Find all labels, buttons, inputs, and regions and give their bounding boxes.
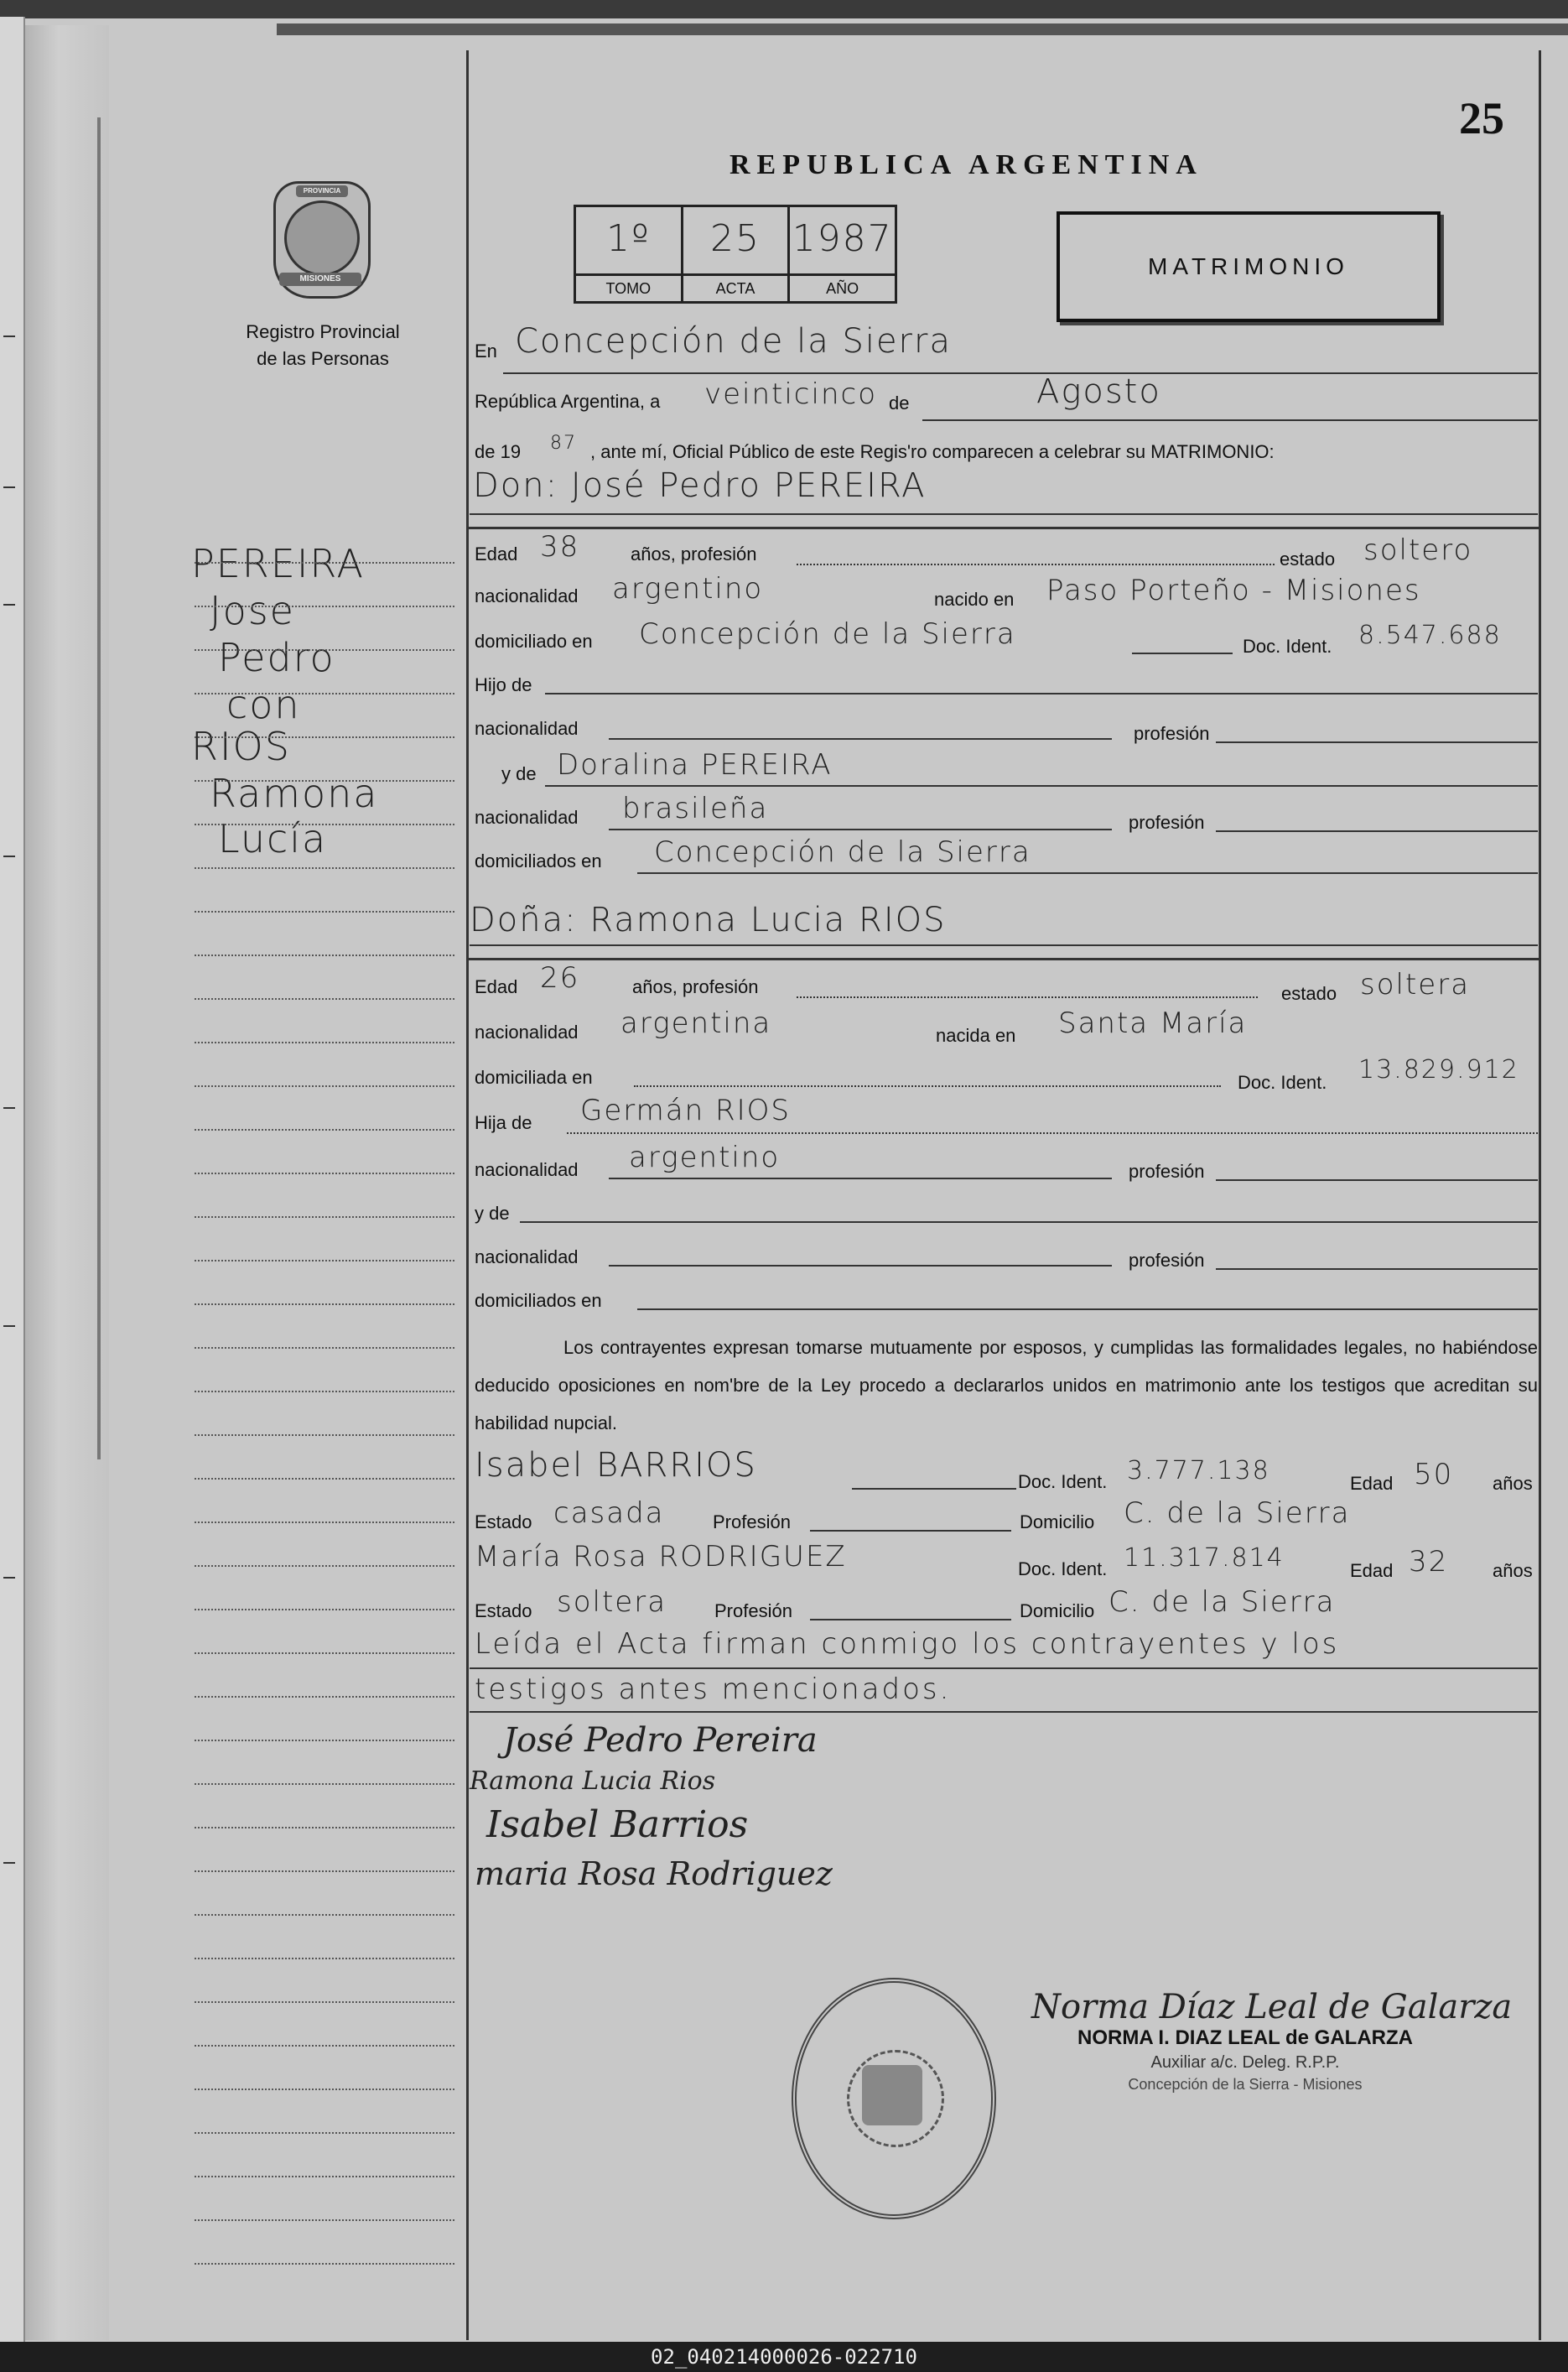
groom-doc: 8.547.688 bbox=[1358, 621, 1502, 650]
officer-title: Auxiliar a/c. Deleg. R.P.P. bbox=[1150, 2053, 1340, 2072]
groom-mother-nac: brasileña bbox=[622, 792, 769, 825]
groom-doc-label: Doc. Ident. bbox=[1243, 636, 1332, 657]
margin-given-1: Jose bbox=[210, 588, 295, 633]
groom-birthplace: Paso Porteño - Misiones bbox=[1046, 574, 1421, 607]
margin-ruled-line bbox=[195, 1391, 454, 1392]
witness-1-age: 50 bbox=[1414, 1458, 1454, 1491]
margin-ruled-line bbox=[195, 1216, 454, 1218]
bride-doc: 13.829.912 bbox=[1358, 1055, 1519, 1085]
groom-mother: Doralina PEREIRA bbox=[557, 748, 833, 782]
margin-ruled-line bbox=[195, 1303, 454, 1305]
bride-nacida-label: nacida en bbox=[936, 1025, 1016, 1046]
provincial-seal-icon bbox=[273, 181, 371, 299]
closing-line-2: testigos antes mencionados. bbox=[475, 1672, 952, 1706]
ano-value: 1987 bbox=[792, 217, 893, 260]
witness-1-profesion-label: Profesión bbox=[713, 1511, 791, 1532]
hija-label: Hija de bbox=[475, 1112, 532, 1133]
margin-ruled-line bbox=[195, 955, 454, 956]
signature-bride: Ramona Lucia Rios bbox=[470, 1766, 716, 1796]
bride-estado-label: estado bbox=[1281, 983, 1337, 1004]
margin-ruled-line bbox=[195, 1347, 454, 1349]
officer-block bbox=[1031, 1988, 1513, 2094]
hijo-label: Hijo de bbox=[475, 674, 532, 695]
margin-ruled-line bbox=[195, 2001, 454, 2003]
bride-birthplace: Santa María bbox=[1058, 1007, 1248, 1040]
witness-2-profesion-label: Profesión bbox=[714, 1600, 792, 1621]
witness-1-anos-label: años bbox=[1493, 1473, 1533, 1494]
bride-father-prof-label: profesión bbox=[1129, 1161, 1205, 1182]
margin-ruled-line bbox=[195, 649, 454, 651]
intro-statement: , ante mí, Oficial Público de este Regis'ro comparecen a celebrar su MATRIMONIO: bbox=[590, 441, 1275, 462]
groom-age: 38 bbox=[540, 530, 580, 564]
en-label: En bbox=[475, 341, 497, 362]
groom-father-nac-label: nacionalidad bbox=[475, 718, 579, 739]
bride-dom-label: domiciliada en bbox=[475, 1067, 593, 1088]
witness-1-domicilio: C. de la Sierra bbox=[1124, 1496, 1351, 1530]
book-edge bbox=[0, 0, 1568, 18]
witness-1-doc: 3.777.138 bbox=[1127, 1456, 1270, 1485]
margin-ruled-line bbox=[195, 2263, 454, 2265]
bride-mother-prof-label: profesión bbox=[1129, 1250, 1205, 1271]
bride-father-nac-label: nacionalidad bbox=[475, 1159, 579, 1180]
acta-value: 25 bbox=[710, 217, 761, 260]
right-border bbox=[1539, 50, 1541, 2340]
groom-mother-nac-label: nacionalidad bbox=[475, 807, 579, 828]
seal-emblem bbox=[284, 200, 360, 276]
margin-given-2: Pedro bbox=[218, 635, 335, 680]
margin-ruled-line bbox=[195, 1260, 454, 1261]
margin-ruled-line bbox=[195, 1827, 454, 1828]
margin-ruled-line bbox=[195, 2132, 454, 2134]
witness-2-edad-label: Edad bbox=[1350, 1560, 1394, 1581]
bride-name: Doña: Ramona Lucia RIOS bbox=[470, 901, 947, 939]
declaration-text: Los contrayentes expresan tomarse mutuamente por esposos, y cumplidas las formalidades legales, no habiéndose deducido oposiciones en nom'bre de la Ley procedo a declararlos unidos en matrimonio ante los testigos que acreditan su habilidad nupcial. bbox=[475, 1337, 1538, 1433]
bride-mother-nac-label: nacionalidad bbox=[475, 1246, 579, 1267]
margin-ruled-line bbox=[195, 2219, 454, 2221]
groom-nacido-label: nacido en bbox=[934, 589, 1015, 610]
officer-name: NORMA I. DIAZ LEAL de GALARZA bbox=[1077, 2026, 1413, 2049]
book-edge-inner bbox=[277, 23, 1568, 35]
margin-ruled-line bbox=[195, 1522, 454, 1523]
margin-ruled-line bbox=[195, 998, 454, 1000]
margin-ruled-line bbox=[195, 2176, 454, 2177]
witness-2-doc-label: Doc. Ident. bbox=[1018, 1558, 1108, 1579]
registry-line-1: Registro Provincial bbox=[246, 321, 400, 342]
margin-ruled-line bbox=[195, 2089, 454, 2090]
groom-dom-label: domiciliado en bbox=[475, 631, 593, 652]
margin-ruled-line bbox=[195, 1740, 454, 1741]
groom-parents-dom-label: domiciliados en bbox=[475, 850, 602, 871]
margin-ruled-line bbox=[195, 1958, 454, 1959]
margin-ruled-line bbox=[195, 1565, 454, 1567]
seal-bottom-text: MISIONES bbox=[279, 273, 361, 286]
margin-ruled-line bbox=[195, 1696, 454, 1698]
officer-place: Concepción de la Sierra - Misiones bbox=[1128, 2076, 1363, 2093]
margin-ruled-line bbox=[195, 736, 454, 738]
previous-page-edge bbox=[0, 17, 25, 2342]
acta-label: ACTA bbox=[683, 273, 788, 301]
bride-nac-label: nacionalidad bbox=[475, 1022, 579, 1043]
groom-estado: soltero bbox=[1363, 533, 1473, 567]
groom-father-prof-label: profesión bbox=[1134, 723, 1210, 744]
registry-stamp-icon bbox=[792, 1978, 996, 2219]
margin-ruled-line bbox=[195, 780, 454, 782]
groom-anos-profesion: años, profesión bbox=[631, 544, 757, 564]
margin-ruled-line bbox=[195, 693, 454, 694]
margin-ruled-line bbox=[195, 911, 454, 913]
margin-ruled-line bbox=[195, 1652, 454, 1654]
margin-ruled-line bbox=[195, 1129, 454, 1131]
margin-surname-groom: PEREIRA bbox=[191, 541, 365, 586]
page-number: 25 bbox=[1459, 93, 1504, 143]
bride-parents-dom-label: domiciliados en bbox=[475, 1290, 602, 1311]
witness-2-estado-label: Estado bbox=[475, 1600, 532, 1621]
ano-label: AÑO bbox=[790, 273, 895, 301]
bride-nacionalidad: argentina bbox=[620, 1007, 772, 1040]
groom-y-de-label: y de bbox=[501, 763, 537, 784]
witness-2-domicilio-label: Domicilio bbox=[1020, 1600, 1095, 1621]
signature-witness-1: Isabel Barrios bbox=[486, 1803, 749, 1846]
binding-thread bbox=[97, 117, 101, 1459]
witness-1-edad-label: Edad bbox=[1350, 1473, 1394, 1494]
witness-2-domicilio: C. de la Sierra bbox=[1109, 1585, 1336, 1619]
bride-father: Germán RIOS bbox=[580, 1094, 791, 1127]
year-prefix: de 19 bbox=[475, 441, 522, 462]
year-suffix: 87 bbox=[550, 433, 577, 454]
registry-line-2: de las Personas bbox=[257, 348, 389, 369]
officer-signature: Norma Díaz Leal de Galarza bbox=[1031, 1988, 1513, 2026]
groom-mother-prof-label: profesión bbox=[1129, 812, 1205, 833]
bride-estado: soltera bbox=[1360, 968, 1471, 1001]
bride-edad-label: Edad bbox=[475, 976, 518, 997]
margin-ruled-line bbox=[195, 1042, 454, 1043]
groom-name: Don: José Pedro PEREIRA bbox=[473, 466, 927, 505]
witness-2-age: 32 bbox=[1409, 1545, 1449, 1579]
margin-ruled-line bbox=[195, 1478, 454, 1480]
tomo-acta-ano-box bbox=[574, 205, 897, 304]
margin-surname-bride: RIOS bbox=[191, 724, 291, 769]
margin-ruled-line bbox=[195, 562, 454, 564]
republica-label: República Argentina, a bbox=[475, 391, 661, 412]
signature-witness-2: maria Rosa Rodriguez bbox=[475, 1855, 833, 1892]
record-type-box: MATRIMONIO bbox=[1057, 211, 1441, 322]
groom-edad-label: Edad bbox=[475, 544, 518, 564]
margin-divider bbox=[466, 50, 469, 2340]
groom-parents-dom: Concepción de la Sierra bbox=[654, 835, 1031, 869]
bride-age: 26 bbox=[540, 961, 580, 995]
witness-2-doc: 11.317.814 bbox=[1124, 1543, 1285, 1573]
witness-1-estado-label: Estado bbox=[475, 1511, 532, 1532]
margin-ruled-line bbox=[195, 1870, 454, 1872]
witness-2-name: María Rosa RODRIGUEZ bbox=[475, 1540, 847, 1574]
bride-father-nac: argentino bbox=[629, 1141, 781, 1174]
scan-id: 02_040214000026-022710 bbox=[0, 2342, 1568, 2372]
witness-1-name: Isabel BARRIOS bbox=[475, 1446, 757, 1485]
witness-1-doc-label: Doc. Ident. bbox=[1018, 1471, 1108, 1492]
tomo-label: TOMO bbox=[576, 273, 681, 301]
seal-top-text: PROVINCIA bbox=[296, 185, 348, 197]
margin-ruled-line bbox=[195, 824, 454, 825]
bride-doc-label: Doc. Ident. bbox=[1238, 1072, 1327, 1093]
groom-nacionalidad: argentino bbox=[612, 572, 764, 606]
witness-2-anos-label: años bbox=[1493, 1560, 1533, 1581]
margin-ruled-line bbox=[195, 1914, 454, 1916]
margin-ruled-line bbox=[195, 2045, 454, 2047]
country-heading: REPUBLICA ARGENTINA bbox=[729, 149, 1203, 180]
month-value: Agosto bbox=[1036, 372, 1161, 411]
signature-groom: José Pedro Pereira bbox=[503, 1721, 818, 1760]
de-label: de bbox=[889, 393, 910, 414]
groom-domicilio: Concepción de la Sierra bbox=[639, 617, 1016, 651]
registry-name bbox=[201, 319, 444, 372]
book-binding bbox=[25, 25, 109, 2340]
margin-ruled-line bbox=[195, 1434, 454, 1436]
bride-y-de-label: y de bbox=[475, 1203, 510, 1224]
day-value: veinticinco bbox=[704, 377, 877, 411]
margin-ruled-line bbox=[195, 1609, 454, 1610]
witness-2-estado: soltera bbox=[557, 1585, 667, 1619]
margin-ruled-line bbox=[195, 867, 454, 869]
margin-con: con bbox=[226, 682, 301, 727]
margin-ruled-line bbox=[195, 1085, 454, 1087]
witness-1-domicilio-label: Domicilio bbox=[1020, 1511, 1095, 1532]
tomo-value: 1º bbox=[605, 217, 651, 260]
margin-ruled-line bbox=[195, 1783, 454, 1785]
margin-given-3: Ramona bbox=[210, 771, 379, 816]
place-value: Concepción de la Sierra bbox=[515, 322, 952, 361]
margin-ruled-line bbox=[195, 1173, 454, 1174]
groom-nac-label: nacionalidad bbox=[475, 585, 579, 606]
witness-1-estado: casada bbox=[553, 1496, 665, 1530]
margin-given-4: Lucía bbox=[218, 816, 328, 861]
closing-line-1: Leída el Acta firman conmigo los contrayentes y los bbox=[475, 1627, 1340, 1661]
margin-ruled-line bbox=[195, 606, 454, 607]
groom-estado-label: estado bbox=[1280, 549, 1336, 570]
bride-anos-profesion: años, profesión bbox=[632, 976, 759, 997]
